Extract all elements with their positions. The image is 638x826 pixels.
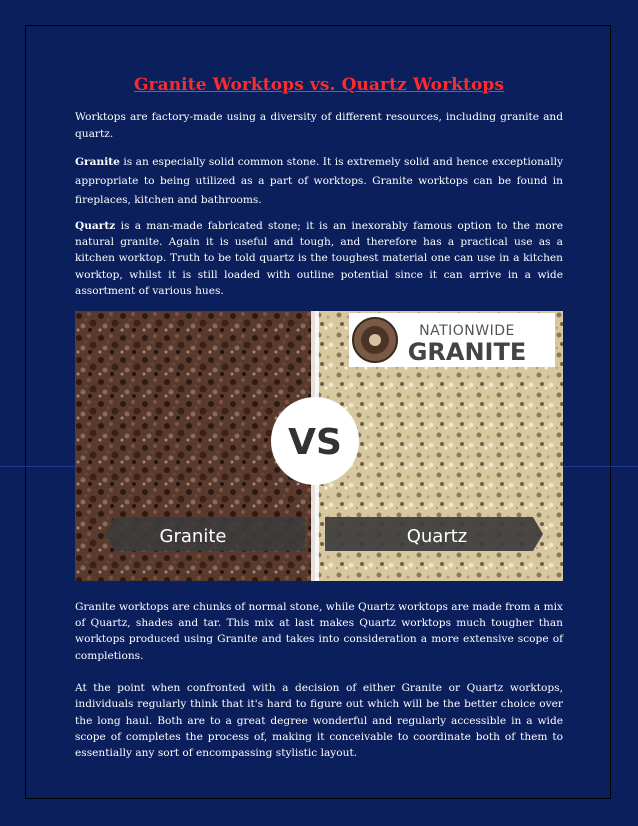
vs-label: VS — [288, 422, 342, 464]
granite-lead: Granite — [75, 156, 120, 168]
quartz-paragraph — [75, 218, 563, 299]
nationwide-granite-logo — [349, 313, 555, 367]
quartz-lead: Quartz — [75, 220, 116, 232]
comparison-paragraph: Granite worktops are chunks of normal stone, while Quartz worktops are made from a mix of Quartz, shades and tar. This mix at last makes Quartz worktops much tougher than worktops produced using Granite and takes into consideration a more extensive scope of completions. — [75, 601, 563, 662]
page-title: Granite Worktops vs. Quartz Worktops — [133, 75, 505, 95]
granite-paragraph — [75, 153, 563, 210]
logo-line-1: NATIONWIDE — [419, 323, 515, 340]
granite-vs-quartz-image — [75, 311, 563, 581]
granite-text: is an especially solid common stone. It is extremely solid and hence exceptionally appropriate to being utilized as a part of worktops. Granite worktops can be found in fireplaces, kitchen and bathrooms. — [75, 156, 563, 206]
intro-paragraph: Worktops are factory-made using a diversity of different resources, including granite and quartz. — [75, 111, 563, 140]
logo-line-2: GRANITE — [407, 338, 527, 367]
choice-paragraph: At the point when confronted with a decision of either Granite or Quartz worktops, individuals regularly think that it's hard to figure out which will be the better choice over the long haul. Both are to a great degree wonderful and regularly accessible in a wide scope of completes the process of, making it conceivable to coordinate both of them to essentially any sort of encompassing stylistic layout. — [75, 681, 563, 760]
document-body — [75, 75, 563, 762]
comparison-illustration — [75, 311, 563, 581]
quartz-banner-label: Quartz — [406, 526, 468, 548]
granite-banner-label: Granite — [159, 526, 227, 548]
vs-badge — [271, 397, 359, 485]
quartz-text: is a man-made fabricated stone; it is an inexorably famous option to the more natural granite. Again it is useful and tough, and therefore has a practical use as a kitchen worktop. Truth to be told quartz is the toughest material one can use in a kitchen worktop, whilst it is still loaded with outline potential since it can arrive in a wide assortment of various hues. — [75, 220, 563, 297]
